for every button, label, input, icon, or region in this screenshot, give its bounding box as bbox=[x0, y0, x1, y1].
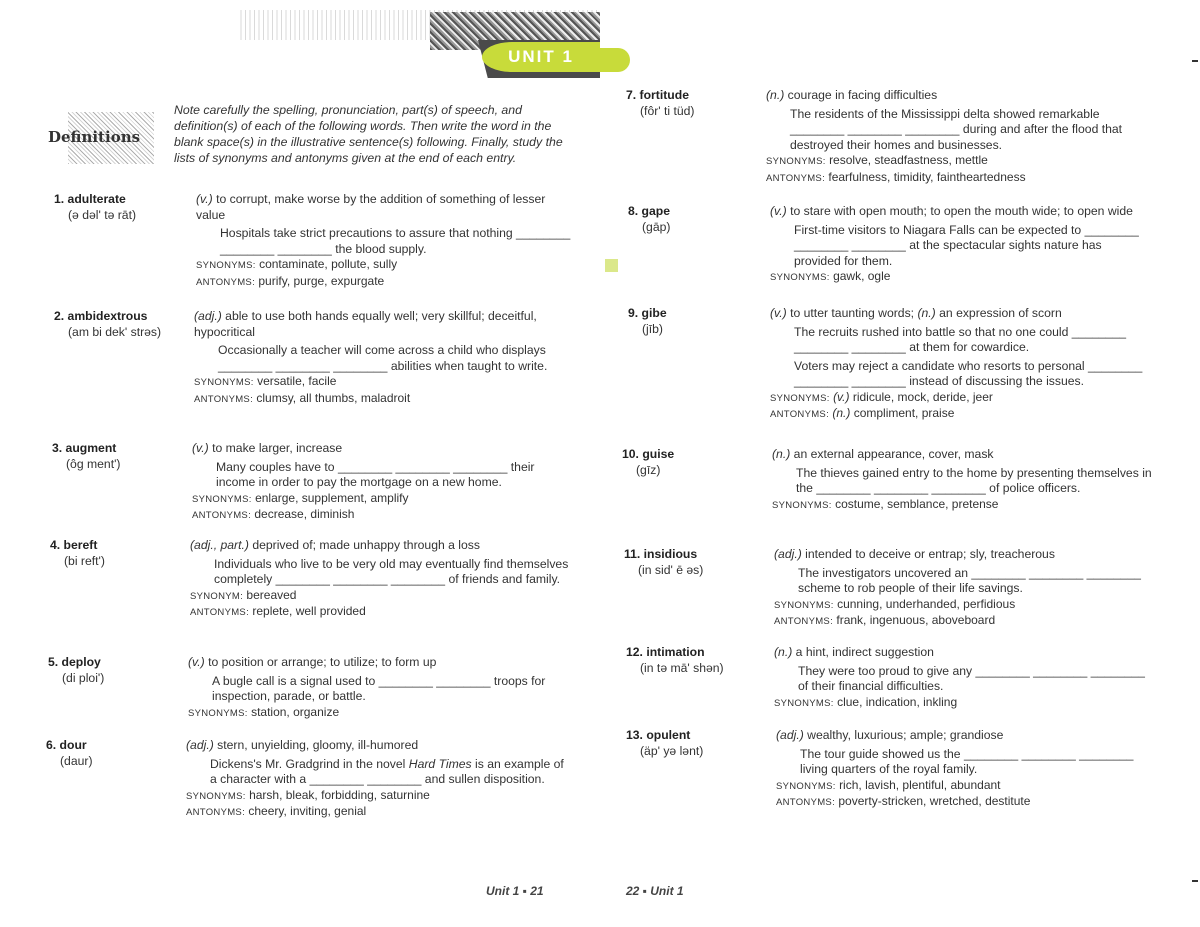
entry-example: Dickens's Mr. Gradgrind in the novel Hard Times is an example of a character with a ________ ________ and sullen disposition. bbox=[210, 756, 564, 786]
entry-antonyms: ANTONYMS: clumsy, all thumbs, maladroit bbox=[194, 390, 411, 405]
entry-definition: (adj.) stern, unyielding, gloomy, ill-humored bbox=[186, 738, 419, 752]
entry-synonyms: SYNONYMS: enlarge, supplement, amplify bbox=[192, 490, 409, 505]
entry-word: 12. intimation bbox=[626, 645, 705, 659]
entry-pronunciation: (gīz) bbox=[636, 462, 661, 477]
entry-example: Individuals who live to be very old may eventually find themselves completely ________ ________ ________ of friends and family. bbox=[214, 556, 569, 586]
entry-example: Hospitals take strict precautions to assure that nothing ________ ________ ________ the blood supply. bbox=[220, 226, 571, 256]
entry-antonyms: ANTONYMS: (n.) compliment, praise bbox=[770, 406, 955, 420]
entry-word: 2. ambidextrous bbox=[54, 309, 148, 323]
entry-word: 3. augment bbox=[52, 441, 117, 455]
entry-word: 10. guise bbox=[622, 447, 675, 461]
entry-synonyms: SYNONYMS: resolve, steadfastness, mettle bbox=[766, 153, 988, 167]
edge-mark bbox=[1192, 60, 1198, 62]
entry-synonyms: SYNONYM: bereaved bbox=[190, 587, 297, 602]
right-page-folio: 22 ▪ Unit 1 bbox=[626, 884, 684, 898]
entry-synonyms: SYNONYMS: harsh, bleak, forbidding, saturnine bbox=[186, 787, 430, 802]
entry-pronunciation: (ə dəl' tə rāt) bbox=[68, 207, 137, 222]
entry-example: The recruits rushed into battle so that no one could ________ ________ ________ at them for cowardice. bbox=[794, 324, 1126, 354]
entry-synonyms: SYNONYMS: cunning, underhanded, perfidious bbox=[774, 596, 1016, 611]
entry-pronunciation: (in sid' ē əs) bbox=[638, 562, 704, 577]
instructions-text: Note carefully the spelling, pronunciation, part(s) of speech, and definition(s) of each of the following words. Then write the word in the blank space(s) in the illustrative sentence(s) following. Finally, study the lists of synonyms and antonyms given at the end of each entry. bbox=[174, 103, 563, 165]
entry-definition: (n.) courage in facing difficulties bbox=[766, 88, 938, 102]
entry-synonyms: SYNONYMS: clue, indication, inkling bbox=[774, 694, 958, 709]
entry-word: 8. gape bbox=[628, 204, 670, 218]
entry-example-2: Voters may reject a candidate who resorts to personal ________ ________ ________ instead of discussing the issues. bbox=[794, 358, 1143, 388]
entry-word: 11. insidious bbox=[624, 547, 698, 561]
entry-synonyms: SYNONYMS: contaminate, pollute, sully bbox=[196, 257, 398, 271]
entry-antonyms: ANTONYMS: poverty-stricken, wretched, destitute bbox=[776, 794, 1031, 808]
entry-word: 13. opulent bbox=[626, 728, 691, 742]
entry-synonyms: SYNONYMS: gawk, ogle bbox=[770, 269, 891, 283]
entry-synonyms: SYNONYMS: station, organize bbox=[188, 704, 340, 719]
entry-pronunciation: (bi reft') bbox=[64, 553, 105, 568]
entry-example: Many couples have to ________ ________ ________ their income in order to pay the mortgage on a new home. bbox=[216, 459, 535, 489]
entry-example: The thieves gained entry to the home by presenting themselves in the ________ ________ ________ of police officers. bbox=[796, 465, 1152, 495]
right-page bbox=[600, 0, 1200, 927]
entry-definition: (n.) a hint, indirect suggestion bbox=[774, 645, 934, 659]
entry-definition: (adj., part.) deprived of; made unhappy through a loss bbox=[190, 538, 480, 552]
entry-pronunciation: (ôg ment') bbox=[66, 456, 121, 471]
entry-pronunciation: (daur) bbox=[60, 753, 93, 768]
entry-synonyms: SYNONYMS: (v.) ridicule, mock, deride, jeer bbox=[770, 389, 993, 404]
entry-word: 1. adulterate bbox=[54, 192, 126, 206]
entry-example: First-time visitors to Niagara Falls can be expected to ________ ________ ________ at the spectacular sights nature has provided for them. bbox=[794, 222, 1139, 268]
entry-example: The investigators uncovered an ________ ________ ________ scheme to rob people of their life savings. bbox=[798, 565, 1141, 595]
entry-pronunciation: (äp' yə lənt) bbox=[640, 743, 704, 758]
entry-example: The tour guide showed us the ________ ________ ________ living quarters of the royal family. bbox=[800, 746, 1134, 776]
entry-example: A bugle call is a signal used to ________ ________ troops for inspection, parade, or battle. bbox=[212, 673, 546, 703]
left-page-folio: Unit 1 ▪ 21 bbox=[486, 884, 544, 898]
entry-antonyms: ANTONYMS: cheery, inviting, genial bbox=[186, 804, 367, 818]
entry-synonyms: SYNONYMS: rich, lavish, plentiful, abundant bbox=[776, 777, 1001, 792]
entry-antonyms: ANTONYMS: replete, well provided bbox=[190, 604, 366, 618]
entry-pronunciation: (jīb) bbox=[642, 321, 663, 336]
definitions-label: Definitions bbox=[48, 128, 141, 146]
entry-pronunciation: (fôr' ti tüd) bbox=[640, 103, 695, 118]
entry-definition: (v.) to corrupt, make worse by the addition of something of lesser value bbox=[196, 192, 546, 222]
entry-definition: (v.) to stare with open mouth; to open the mouth wide; to open wide bbox=[770, 204, 1133, 218]
entry-antonyms: ANTONYMS: purify, purge, expurgate bbox=[196, 273, 385, 288]
entry-definition: (v.) to position or arrange; to utilize; to form up bbox=[188, 655, 437, 669]
entry-pronunciation: (gāp) bbox=[642, 219, 671, 234]
entry-example: They were too proud to give any ________ ________ ________ of their financial difficulties. bbox=[798, 663, 1145, 693]
entry-antonyms: ANTONYMS: decrease, diminish bbox=[192, 507, 355, 521]
entry-word: 5. deploy bbox=[48, 655, 101, 669]
definitions-logo bbox=[48, 112, 158, 164]
entry-word: 7. fortitude bbox=[626, 88, 689, 102]
entry-synonyms: SYNONYMS: versatile, facile bbox=[194, 374, 337, 388]
unit-badge-continuation bbox=[600, 48, 630, 72]
entry-definition: (adj.) able to use both hands equally well; very skillful; deceitful, hypocritical bbox=[194, 309, 537, 339]
entry-pronunciation: (am bi dek' strəs) bbox=[68, 324, 162, 339]
entry-definition: (adj.) intended to deceive or entrap; sly, treacherous bbox=[774, 547, 1055, 561]
unit-badge: UNIT 1 bbox=[482, 42, 600, 72]
entry-word: 9. gibe bbox=[628, 306, 667, 320]
edge-mark bbox=[1192, 880, 1198, 882]
entry-antonyms: ANTONYMS: fearfulness, timidity, faintheartedness bbox=[766, 169, 1026, 184]
entry-pronunciation: (di ploi') bbox=[62, 670, 105, 685]
entry-definition: (adj.) wealthy, luxurious; ample; grandiose bbox=[776, 728, 1004, 742]
entry-example: Occasionally a teacher will come across a child who displays ________ ________ ________ abilities when taught to write. bbox=[218, 343, 548, 373]
entry-pronunciation: (in tə mā' shən) bbox=[640, 660, 724, 675]
entry-synonyms: SYNONYMS: costume, semblance, pretense bbox=[772, 496, 999, 511]
entry-definition: (n.) an external appearance, cover, mask bbox=[772, 447, 994, 461]
highlight-marker bbox=[605, 259, 618, 272]
entry-definition: (v.) to make larger, increase bbox=[192, 441, 343, 455]
entry-word: 6. dour bbox=[46, 738, 87, 752]
entry-definition: (v.) to utter taunting words; (n.) an expression of scorn bbox=[770, 306, 1062, 320]
entry-antonyms: ANTONYMS: frank, ingenuous, aboveboard bbox=[774, 613, 996, 627]
entry-example: The residents of the Mississippi delta showed remarkable ________ ________ ________ during and after the flood that destroyed their homes and businesses. bbox=[790, 106, 1123, 152]
entry-word: 4. bereft bbox=[50, 538, 98, 552]
